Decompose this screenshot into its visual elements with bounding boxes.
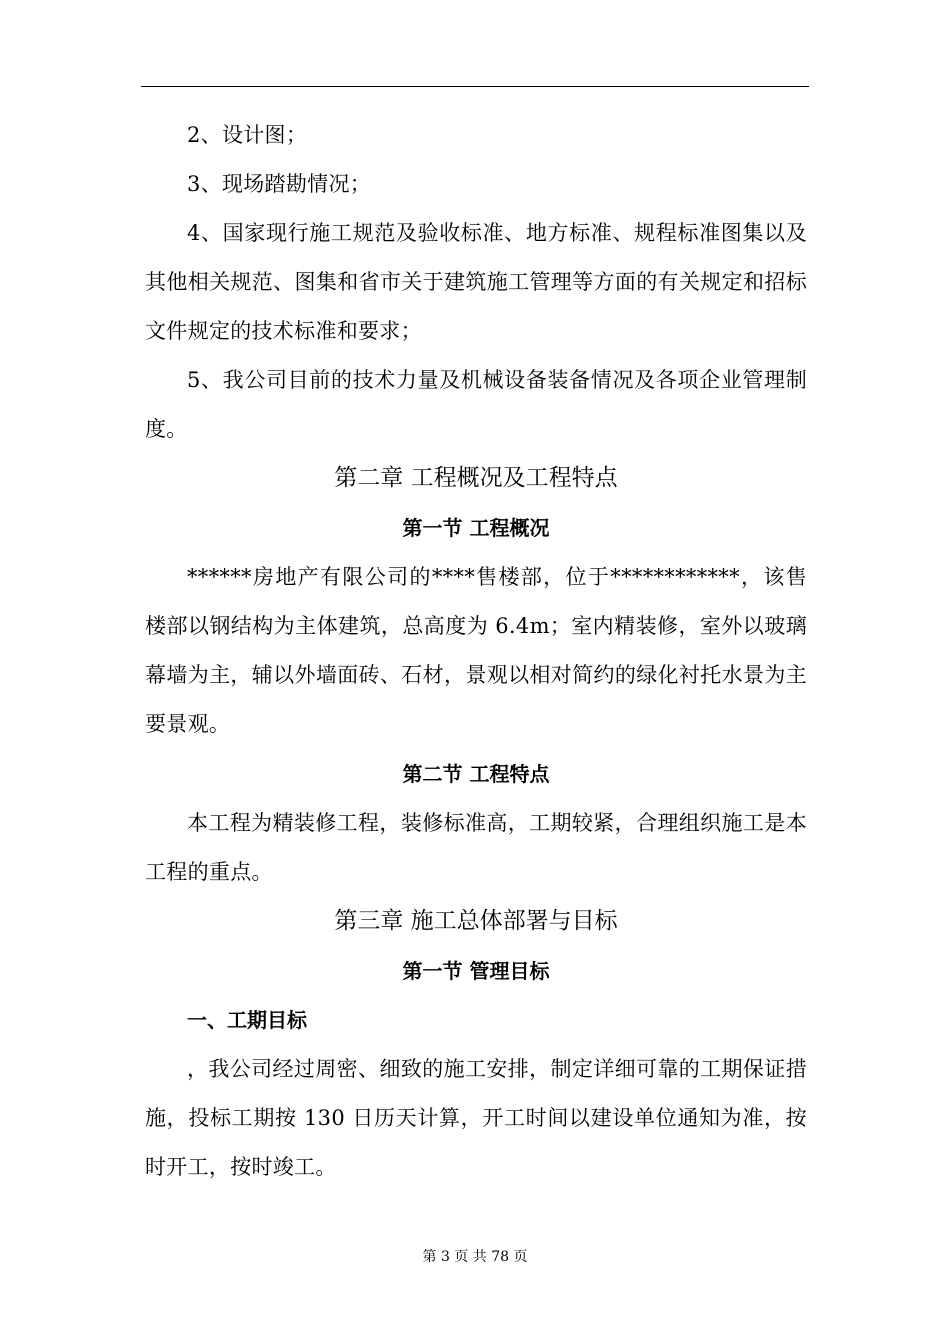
section-project-features-title: 第二节 工程特点 <box>402 762 550 786</box>
section-project-overview-title: 第一节 工程概况 <box>402 516 550 540</box>
project-features-text: 本工程为精装修工程，装修标准高，工期较紧，合理组织施工是本工程的重点。 <box>145 811 807 884</box>
project-overview-text: ******房地产有限公司的****售楼部，位于************，该售楼部以钢结构为主体建筑，总高度为 6.4m；室内精装修，室外以玻璃幕墙为主，辅以外墙面砖、石材，景观以相对简约的绿化衬托水景为主要景观。 <box>145 565 807 736</box>
header-rule <box>141 86 809 87</box>
document-body <box>145 111 807 1192</box>
schedule-goal-title: 一、工期目标 <box>187 1008 307 1032</box>
list-item-2: 2、设计图； <box>187 123 308 147</box>
section-management-goals-title: 第一节 管理目标 <box>402 959 550 983</box>
list-item-4: 4、国家现行施工规范及验收标准、地方标准、规程标准图集以及其他相关规范、图集和省市关于建筑施工管理等方面的有关规定和招标文件规定的技术标准和要求； <box>145 221 807 343</box>
schedule-goal-text: ，我公司经过周密、细致的施工安排，制定详细可靠的工期保证措施，投标工期按 130 日历天计算，开工时间以建设单位通知为准，按时开工，按时竣工。 <box>145 1057 807 1179</box>
list-item-5: 5、我公司目前的技术力量及机械设备装备情况及各项企业管理制度。 <box>145 368 807 441</box>
list-item-3: 3、现场踏勘情况； <box>187 172 372 196</box>
page-number-footer: 第 3 页 共 78 页 <box>422 1249 528 1265</box>
chapter-3-title: 第三章 施工总体部署与目标 <box>334 908 618 934</box>
chapter-2-title: 第二章 工程概况及工程特点 <box>334 465 618 491</box>
